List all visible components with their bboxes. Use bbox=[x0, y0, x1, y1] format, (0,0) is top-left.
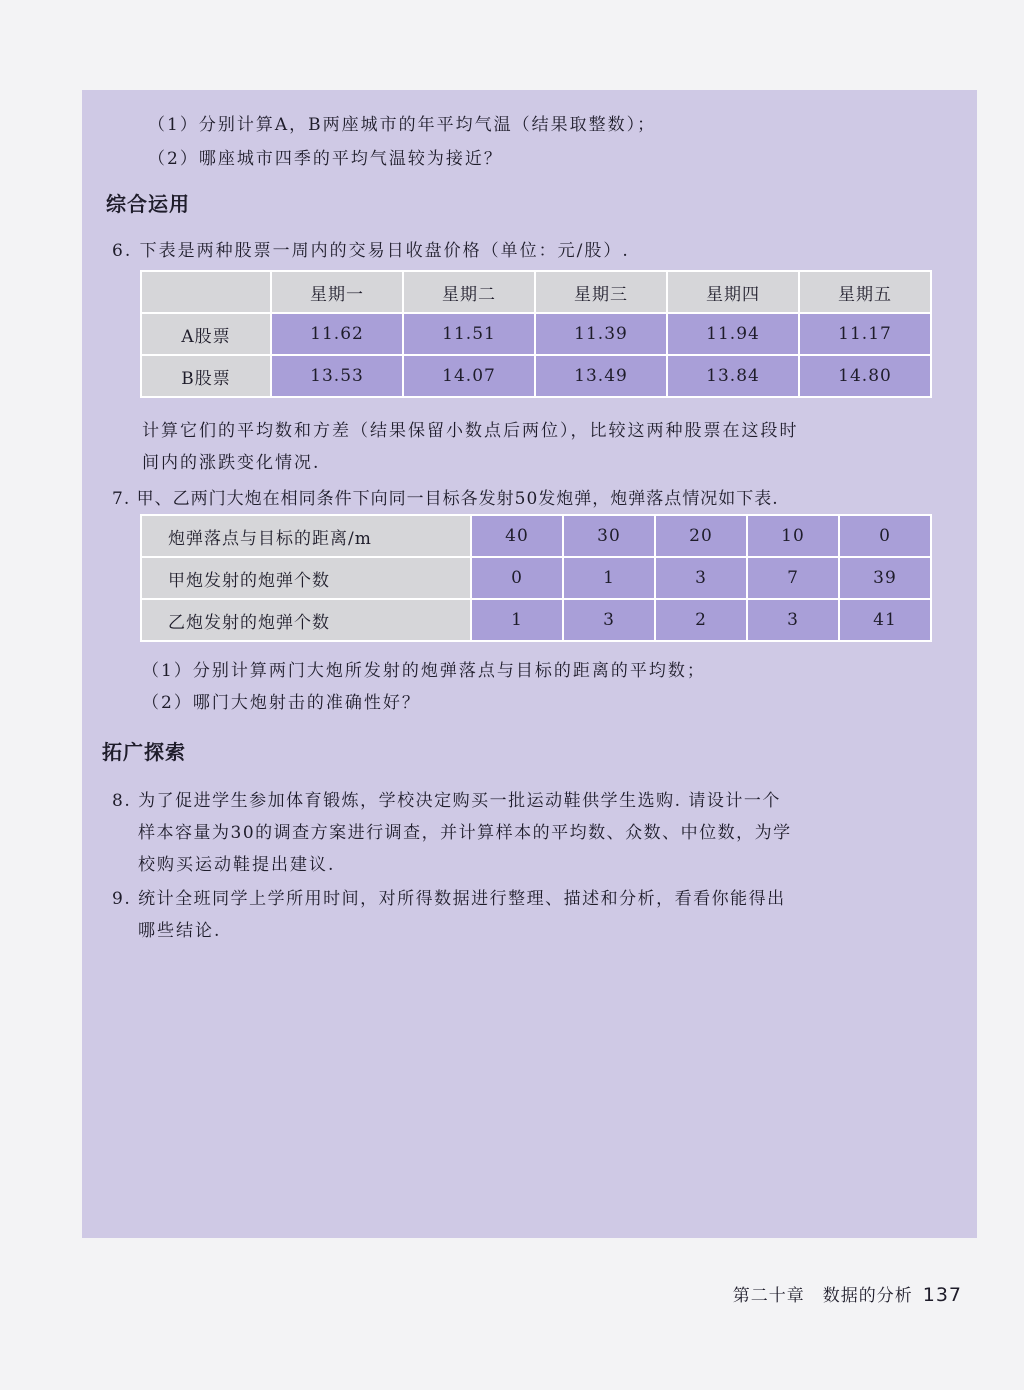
table-cell: 2 bbox=[655, 599, 747, 641]
table-cell: 10 bbox=[747, 515, 839, 557]
table-cell: 14.80 bbox=[799, 355, 931, 397]
row-label: 乙炮发射的炮弹个数 bbox=[141, 599, 471, 641]
q7-sub1: （1）分别计算两门大炮所发射的炮弹落点与目标的距离的平均数； bbox=[142, 661, 706, 681]
q8-line1: 8. 为了促进学生参加体育锻炼，学校决定购买一批运动鞋供学生选购. 请设计一个 bbox=[112, 791, 781, 811]
table-row bbox=[141, 515, 931, 557]
table-cell: 1 bbox=[563, 557, 655, 599]
q9-line1: 9. 统计全班同学上学所用时间，对所得数据进行整理、描述和分析，看看你能得出 bbox=[112, 889, 786, 909]
table-cell: 11.17 bbox=[799, 313, 931, 355]
table-row bbox=[141, 355, 931, 397]
q8-line3: 校购买运动鞋提出建议. bbox=[138, 855, 336, 875]
q7-text: 7. 甲、乙两门大炮在相同条件下向同一目标各发射50发炮弹，炮弹落点情况如下表. bbox=[112, 489, 779, 509]
table-cell: 7 bbox=[747, 557, 839, 599]
q6-after-line2: 间内的涨跌变化情况. bbox=[142, 453, 321, 473]
stock-price-table bbox=[140, 270, 932, 398]
table-cell: 11.51 bbox=[403, 313, 535, 355]
table-cell: 20 bbox=[655, 515, 747, 557]
table-cell: 11.94 bbox=[667, 313, 799, 355]
table-cell: 13.84 bbox=[667, 355, 799, 397]
chapter-title: 第二十章 数据的分析 bbox=[732, 1286, 913, 1306]
table-cell: 0 bbox=[839, 515, 931, 557]
table-cell: 0 bbox=[471, 557, 563, 599]
q5-sub1: （1）分别计算A，B两座城市的年平均气温（结果取整数）； bbox=[148, 115, 657, 135]
section-title-explore: 拓广探索 bbox=[102, 740, 186, 764]
q6-text: 6. 下表是两种股票一周内的交易日收盘价格（单位：元/股）. bbox=[112, 241, 630, 261]
table-cell: 41 bbox=[839, 599, 931, 641]
table-row bbox=[141, 557, 931, 599]
table-cell: 3 bbox=[563, 599, 655, 641]
section-title-comprehensive: 综合运用 bbox=[106, 192, 190, 216]
table-header-cell: 星期五 bbox=[799, 271, 931, 313]
table-row bbox=[141, 313, 931, 355]
q5-sub2: （2）哪座城市四季的平均气温较为接近？ bbox=[148, 149, 503, 169]
table-header-cell: 星期三 bbox=[535, 271, 667, 313]
table-cell: 39 bbox=[839, 557, 931, 599]
row-label: B股票 bbox=[141, 355, 271, 397]
table-cell: 13.49 bbox=[535, 355, 667, 397]
row-label: 甲炮发射的炮弹个数 bbox=[141, 557, 471, 599]
page-number: 137 bbox=[922, 1284, 962, 1306]
q8-line2: 样本容量为30的调查方案进行调查，并计算样本的平均数、众数、中位数，为学 bbox=[138, 823, 792, 843]
table-cell: 3 bbox=[655, 557, 747, 599]
table-header-cell bbox=[141, 271, 271, 313]
table-cell: 14.07 bbox=[403, 355, 535, 397]
table-cell: 40 bbox=[471, 515, 563, 557]
q6-after-line1: 计算它们的平均数和方差（结果保留小数点后两位），比较这两种股票在这段时 bbox=[142, 421, 799, 441]
table-header-row bbox=[141, 271, 931, 313]
table-header-cell: 星期一 bbox=[271, 271, 403, 313]
table-cell: 11.39 bbox=[535, 313, 667, 355]
page-footer bbox=[733, 1281, 962, 1306]
row-label: A股票 bbox=[141, 313, 271, 355]
table-row bbox=[141, 599, 931, 641]
table-header-cell: 星期四 bbox=[667, 271, 799, 313]
q7-sub2: （2）哪门大炮射击的准确性好？ bbox=[142, 693, 421, 713]
table-cell: 13.53 bbox=[271, 355, 403, 397]
q9-line2: 哪些结论. bbox=[138, 921, 222, 941]
table-cell: 3 bbox=[747, 599, 839, 641]
table-cell: 30 bbox=[563, 515, 655, 557]
table-header-cell: 星期二 bbox=[403, 271, 535, 313]
table-cell: 1 bbox=[471, 599, 563, 641]
row-label: 炮弹落点与目标的距离/m bbox=[141, 515, 471, 557]
table-cell: 11.62 bbox=[271, 313, 403, 355]
artillery-table bbox=[140, 514, 932, 642]
